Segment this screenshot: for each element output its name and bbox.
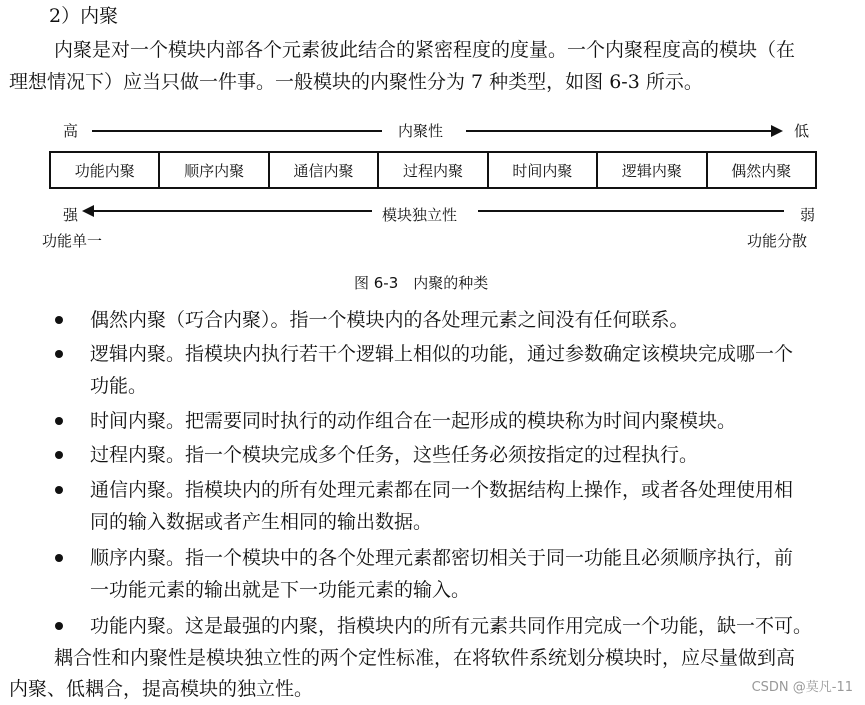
arrow-right-icon	[771, 125, 783, 137]
bullet-communicational-line-2: 同的输入数据或者产生相同的输出数据。	[90, 511, 433, 533]
label-low: 低	[794, 122, 810, 140]
bullet-communicational-line-1: 通信内聚。指模块内的所有处理元素都在同一个数据结构上操作，或者各处理使用相	[90, 479, 794, 501]
bullet-dot	[55, 350, 63, 358]
cohesion-arrow-line-left	[92, 130, 382, 132]
watermark: CSDN @莫凡-11	[751, 680, 853, 695]
label-weak: 弱	[800, 206, 816, 224]
intro-line-1: 内聚是对一个模块内部各个元素彼此结合的紧密程度的度量。一个内聚程度高的模块（在	[54, 39, 796, 61]
bullet-temporal: 时间内聚。把需要同时执行的动作组合在一起形成的模块称为时间内聚模块。	[90, 410, 737, 432]
figure-caption: 图 6-3 内聚的种类	[354, 274, 489, 292]
label-single-function: 功能单一	[42, 232, 103, 250]
cell-sequential: 顺序内聚	[160, 153, 269, 187]
closing-line-1: 耦合性和内聚性是模块独立性的两个定性标准，在将软件系统划分模块时，应尽量做到高	[54, 647, 796, 669]
independence-arrow-line-right	[478, 210, 784, 212]
cell-coincidental: 偶然内聚	[731, 161, 792, 180]
cohesion-types-table	[49, 151, 817, 189]
bullet-procedural: 过程内聚。指一个模块完成多个任务，这些任务必须按指定的过程执行。	[90, 444, 699, 466]
label-module-independence: 模块独立性	[382, 206, 458, 224]
cell-temporal: 时间内聚	[489, 153, 598, 187]
cell-procedural: 过程内聚	[379, 153, 488, 187]
bullet-dot	[55, 486, 63, 494]
bullet-dot	[55, 316, 63, 324]
bullet-logical-line-1: 逻辑内聚。指模块内执行若干个逻辑上相似的功能，通过参数确定该模块完成哪一个	[90, 343, 794, 365]
section-heading: 2）内聚	[49, 5, 119, 27]
cell-logical: 逻辑内聚	[598, 153, 707, 187]
bullet-logical-line-2: 功能。	[90, 375, 148, 397]
bullet-sequential-line-1: 顺序内聚。指一个模块中的各个处理元素都密切相关于同一功能且必须顺序执行，前	[90, 547, 794, 569]
label-scattered-function: 功能分散	[747, 232, 808, 250]
bullet-dot	[55, 417, 63, 425]
label-cohesion: 内聚性	[398, 122, 444, 140]
label-high: 高	[63, 122, 79, 140]
independence-arrow-line-left	[94, 210, 372, 212]
bullet-dot	[55, 554, 63, 562]
closing-line-2: 内聚、低耦合，提高模块的独立性。	[9, 678, 314, 700]
intro-line-2: 理想情况下）应当只做一件事。一般模块的内聚性分为 7 种类型，如图 6-3 所示。	[9, 71, 703, 93]
bullet-coincidental: 偶然内聚（巧合内聚）。指一个模块内的各处理元素之间没有任何联系。	[90, 309, 689, 331]
arrow-left-icon	[82, 205, 94, 217]
cell-functional: 功能内聚	[51, 153, 160, 187]
cohesion-arrow-line-right	[466, 130, 771, 132]
cell-communicational: 通信内聚	[270, 153, 379, 187]
label-strong: 强	[63, 206, 79, 224]
bullet-dot	[55, 451, 63, 459]
bullet-dot	[55, 622, 63, 630]
bullet-functional: 功能内聚。这是最强的内聚，指模块内的所有元素共同作用完成一个功能，缺一不可。	[90, 615, 813, 637]
bullet-sequential-line-2: 一功能元素的输出就是下一功能元素的输入。	[90, 579, 471, 601]
